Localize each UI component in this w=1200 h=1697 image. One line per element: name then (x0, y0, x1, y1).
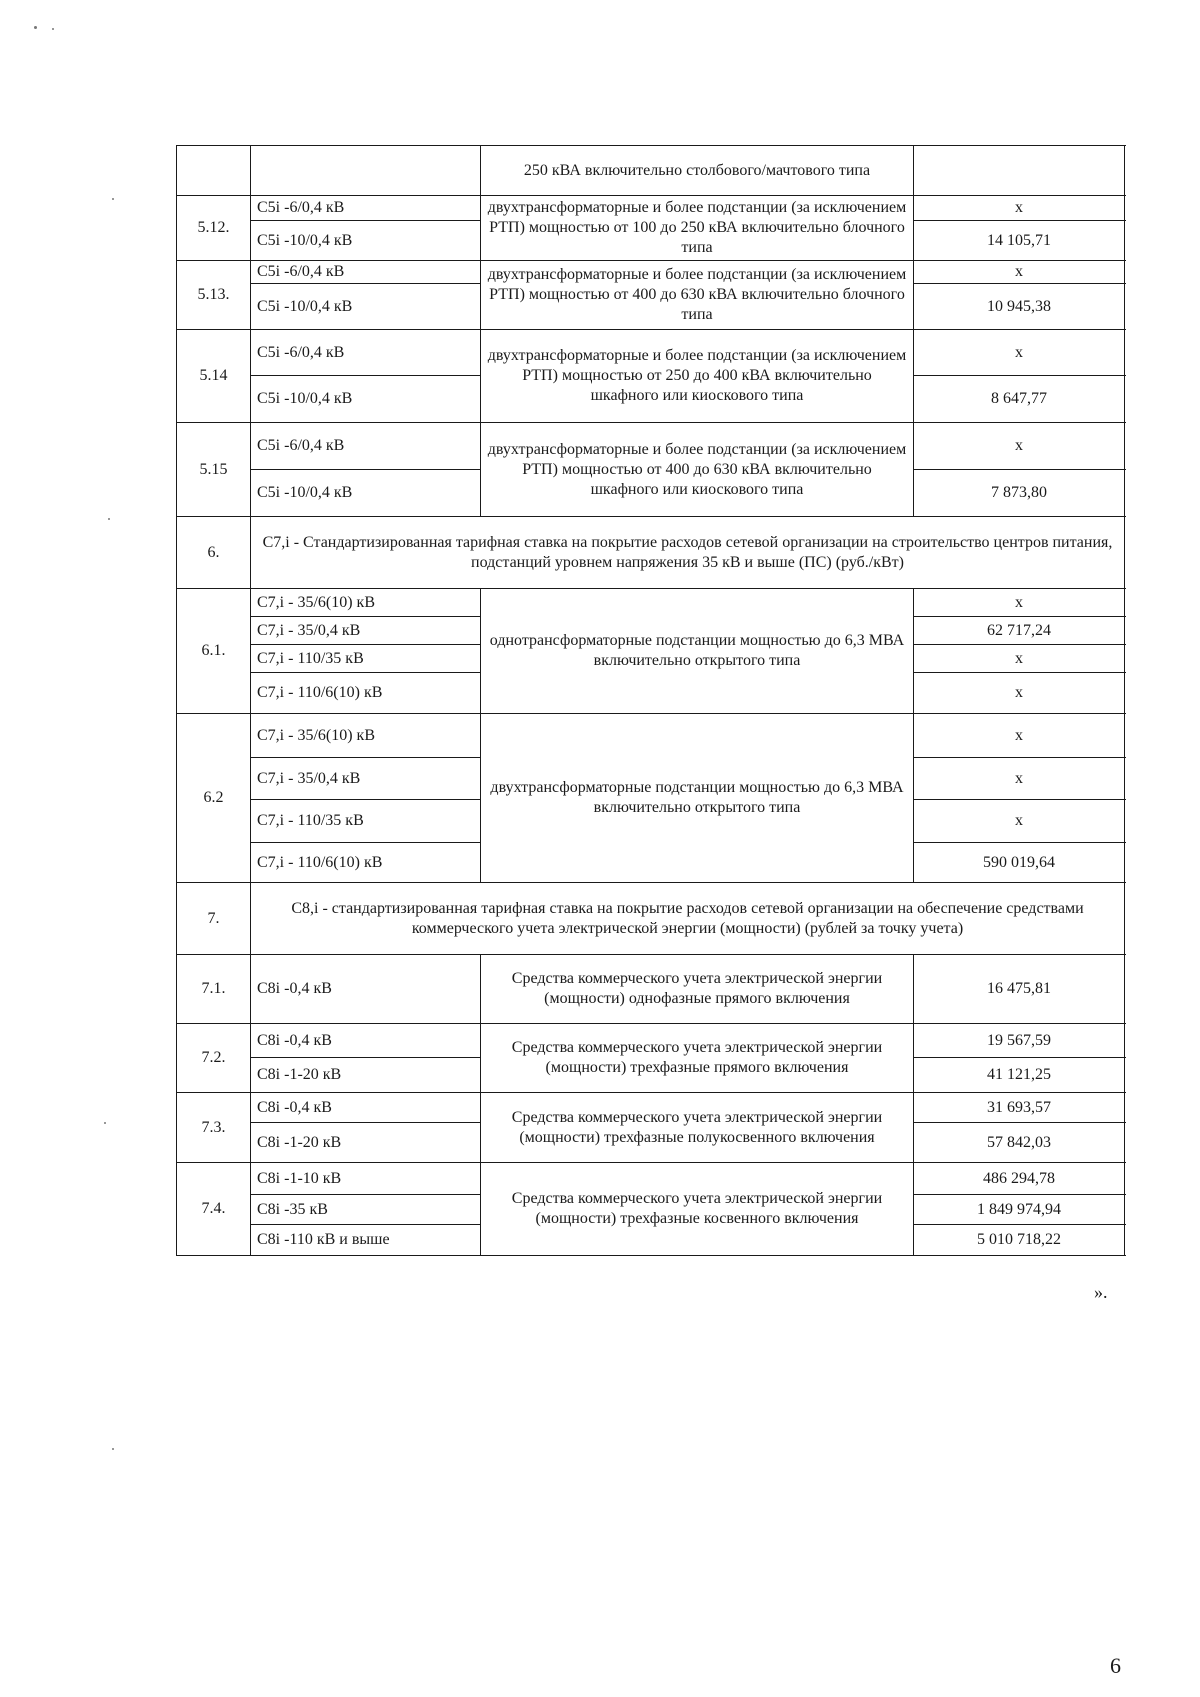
row-description: двухтрансформаторные и более подстанции (за исключением РТП) мощностью от 100 до 250 кВА включительно блочного типа (481, 196, 914, 261)
row-description: Средства коммерческого учета электрической энергии (мощности) трехфазные полукосвенного включения (481, 1093, 914, 1163)
rate-value: х (914, 645, 1125, 673)
row-description: двухтрансформаторные подстанции мощностью до 6,3 МВА включительно открытого типа (481, 714, 914, 883)
page-number: 6 (1110, 1653, 1121, 1678)
rate-value: х (914, 261, 1125, 284)
section-title: С7,i - Стандартизированная тарифная ставка на покрытие расходов сетевой организации на строительство центров питания, подстанций уровнем напряжения 35 кВ и выше (ПС) (руб./кВт) (251, 517, 1125, 589)
row-number: 7.2. (177, 1024, 251, 1093)
rate-value: 5 010 718,22 (914, 1225, 1125, 1256)
rate-value: х (914, 673, 1125, 714)
rate-value: 590 019,64 (914, 843, 1125, 883)
row-description: Средства коммерческого учета электрической энергии (мощности) трехфазные косвенного включения (481, 1163, 914, 1256)
scan-speck (52, 28, 54, 30)
rate-code: С5i -6/0,4 кВ (251, 196, 481, 221)
closing-quote: ». (1094, 1282, 1108, 1302)
row-description: двухтрансформаторные и более подстанции (за исключением РТП) мощностью от 400 до 630 кВА включительно шкафного или киоскового типа (481, 423, 914, 517)
rate-value: 10 945,38 (914, 284, 1125, 330)
rate-value: х (914, 196, 1125, 221)
rate-code: С7,i - 110/6(10) кВ (251, 673, 481, 714)
rate-code: С8i -110 кВ и выше (251, 1225, 481, 1256)
row-number: 7.1. (177, 955, 251, 1024)
rate-value: 19 567,59 (914, 1024, 1125, 1058)
section-title: С8,i - стандартизированная тарифная ставка на покрытие расходов сетевой организации на обеспечение средствами коммерческого учета электрической энергии (мощности) (рублей за точку учета) (251, 883, 1125, 955)
section-row (177, 883, 1125, 955)
rate-value: 14 105,71 (914, 221, 1125, 261)
table-row (177, 1093, 1125, 1123)
rate-value: 486 294,78 (914, 1163, 1125, 1195)
rate-value: 41 121,25 (914, 1058, 1125, 1093)
rate-code: С5i -10/0,4 кВ (251, 221, 481, 261)
rate-code: С8i -35 кВ (251, 1195, 481, 1225)
row-number: 7.4. (177, 1163, 251, 1256)
section-row (177, 517, 1125, 589)
tariff-table (176, 145, 1125, 1256)
rate-code: С8i -1-10 кВ (251, 1163, 481, 1195)
row-number: 5.14 (177, 330, 251, 423)
rate-code: С8i -0,4 кВ (251, 1024, 481, 1058)
rate-code: С7,i - 110/35 кВ (251, 800, 481, 843)
rate-code: С5i -10/0,4 кВ (251, 376, 481, 423)
row-number: 5.12. (177, 196, 251, 261)
row-description: двухтрансформаторные и более подстанции (за исключением РТП) мощностью от 250 до 400 кВА включительно шкафного или киоскового типа (481, 330, 914, 423)
row-description: двухтрансформаторные и более подстанции (за исключением РТП) мощностью от 400 до 630 кВА включительно блочного типа (481, 261, 914, 330)
rate-value: 62 717,24 (914, 617, 1125, 645)
row-number: 5.13. (177, 261, 251, 330)
table-row (177, 261, 1125, 284)
section-number: 7. (177, 883, 251, 955)
rate-code: С7,i - 35/0,4 кВ (251, 758, 481, 800)
rate-code: С5i -6/0,4 кВ (251, 261, 481, 284)
rate-value: 16 475,81 (914, 955, 1125, 1024)
rate-code: С5i -10/0,4 кВ (251, 470, 481, 517)
table-row (177, 423, 1125, 470)
rate-code: С8i -1-20 кВ (251, 1058, 481, 1093)
rate-code: С7,i - 35/6(10) кВ (251, 714, 481, 758)
row-description: однотрансформаторные подстанции мощностью до 6,3 МВА включительно открытого типа (481, 589, 914, 714)
rate-code: С5i -6/0,4 кВ (251, 330, 481, 376)
table-row (177, 196, 1125, 221)
rate-value: х (914, 758, 1125, 800)
table-row (177, 1024, 1125, 1058)
rate-value: 8 647,77 (914, 376, 1125, 423)
rate-value: х (914, 800, 1125, 843)
table-row (177, 330, 1125, 376)
table-row (177, 589, 1125, 617)
scan-speck (108, 518, 110, 520)
rate-value (914, 146, 1125, 196)
row-number: 5.15 (177, 423, 251, 517)
scan-speck (104, 1122, 106, 1124)
scan-speck (34, 26, 37, 29)
rate-code: С8i -1-20 кВ (251, 1123, 481, 1163)
rate-code: С8i -0,4 кВ (251, 955, 481, 1024)
rate-code: С7,i - 35/0,4 кВ (251, 617, 481, 645)
row-number: 7.3. (177, 1093, 251, 1163)
row-description: Средства коммерческого учета электрической энергии (мощности) однофазные прямого включения (481, 955, 914, 1024)
table-row (177, 714, 1125, 758)
row-description: Средства коммерческого учета электрической энергии (мощности) трехфазные прямого включения (481, 1024, 914, 1093)
rate-code: С5i -10/0,4 кВ (251, 284, 481, 330)
table-row (177, 1163, 1125, 1195)
scan-speck (112, 1448, 114, 1450)
row-number (177, 146, 251, 196)
row-number: 6.2 (177, 714, 251, 883)
rate-value: х (914, 714, 1125, 758)
scan-speck (112, 198, 114, 200)
table-row (177, 955, 1125, 1024)
rate-value: 31 693,57 (914, 1093, 1125, 1123)
rate-code: С8i -0,4 кВ (251, 1093, 481, 1123)
rate-code (251, 146, 481, 196)
row-description: 250 кВА включительно столбового/мачтового типа (481, 146, 914, 196)
rate-value: 7 873,80 (914, 470, 1125, 517)
rate-code: С7,i - 110/35 кВ (251, 645, 481, 673)
table-row (177, 146, 1125, 196)
rate-value: х (914, 589, 1125, 617)
rate-value: 1 849 974,94 (914, 1195, 1125, 1225)
rate-code: С5i -6/0,4 кВ (251, 423, 481, 470)
rate-value: х (914, 330, 1125, 376)
rate-value: 57 842,03 (914, 1123, 1125, 1163)
rate-code: С7,i - 110/6(10) кВ (251, 843, 481, 883)
rate-value: х (914, 423, 1125, 470)
row-number: 6.1. (177, 589, 251, 714)
rate-code: С7,i - 35/6(10) кВ (251, 589, 481, 617)
section-number: 6. (177, 517, 251, 589)
